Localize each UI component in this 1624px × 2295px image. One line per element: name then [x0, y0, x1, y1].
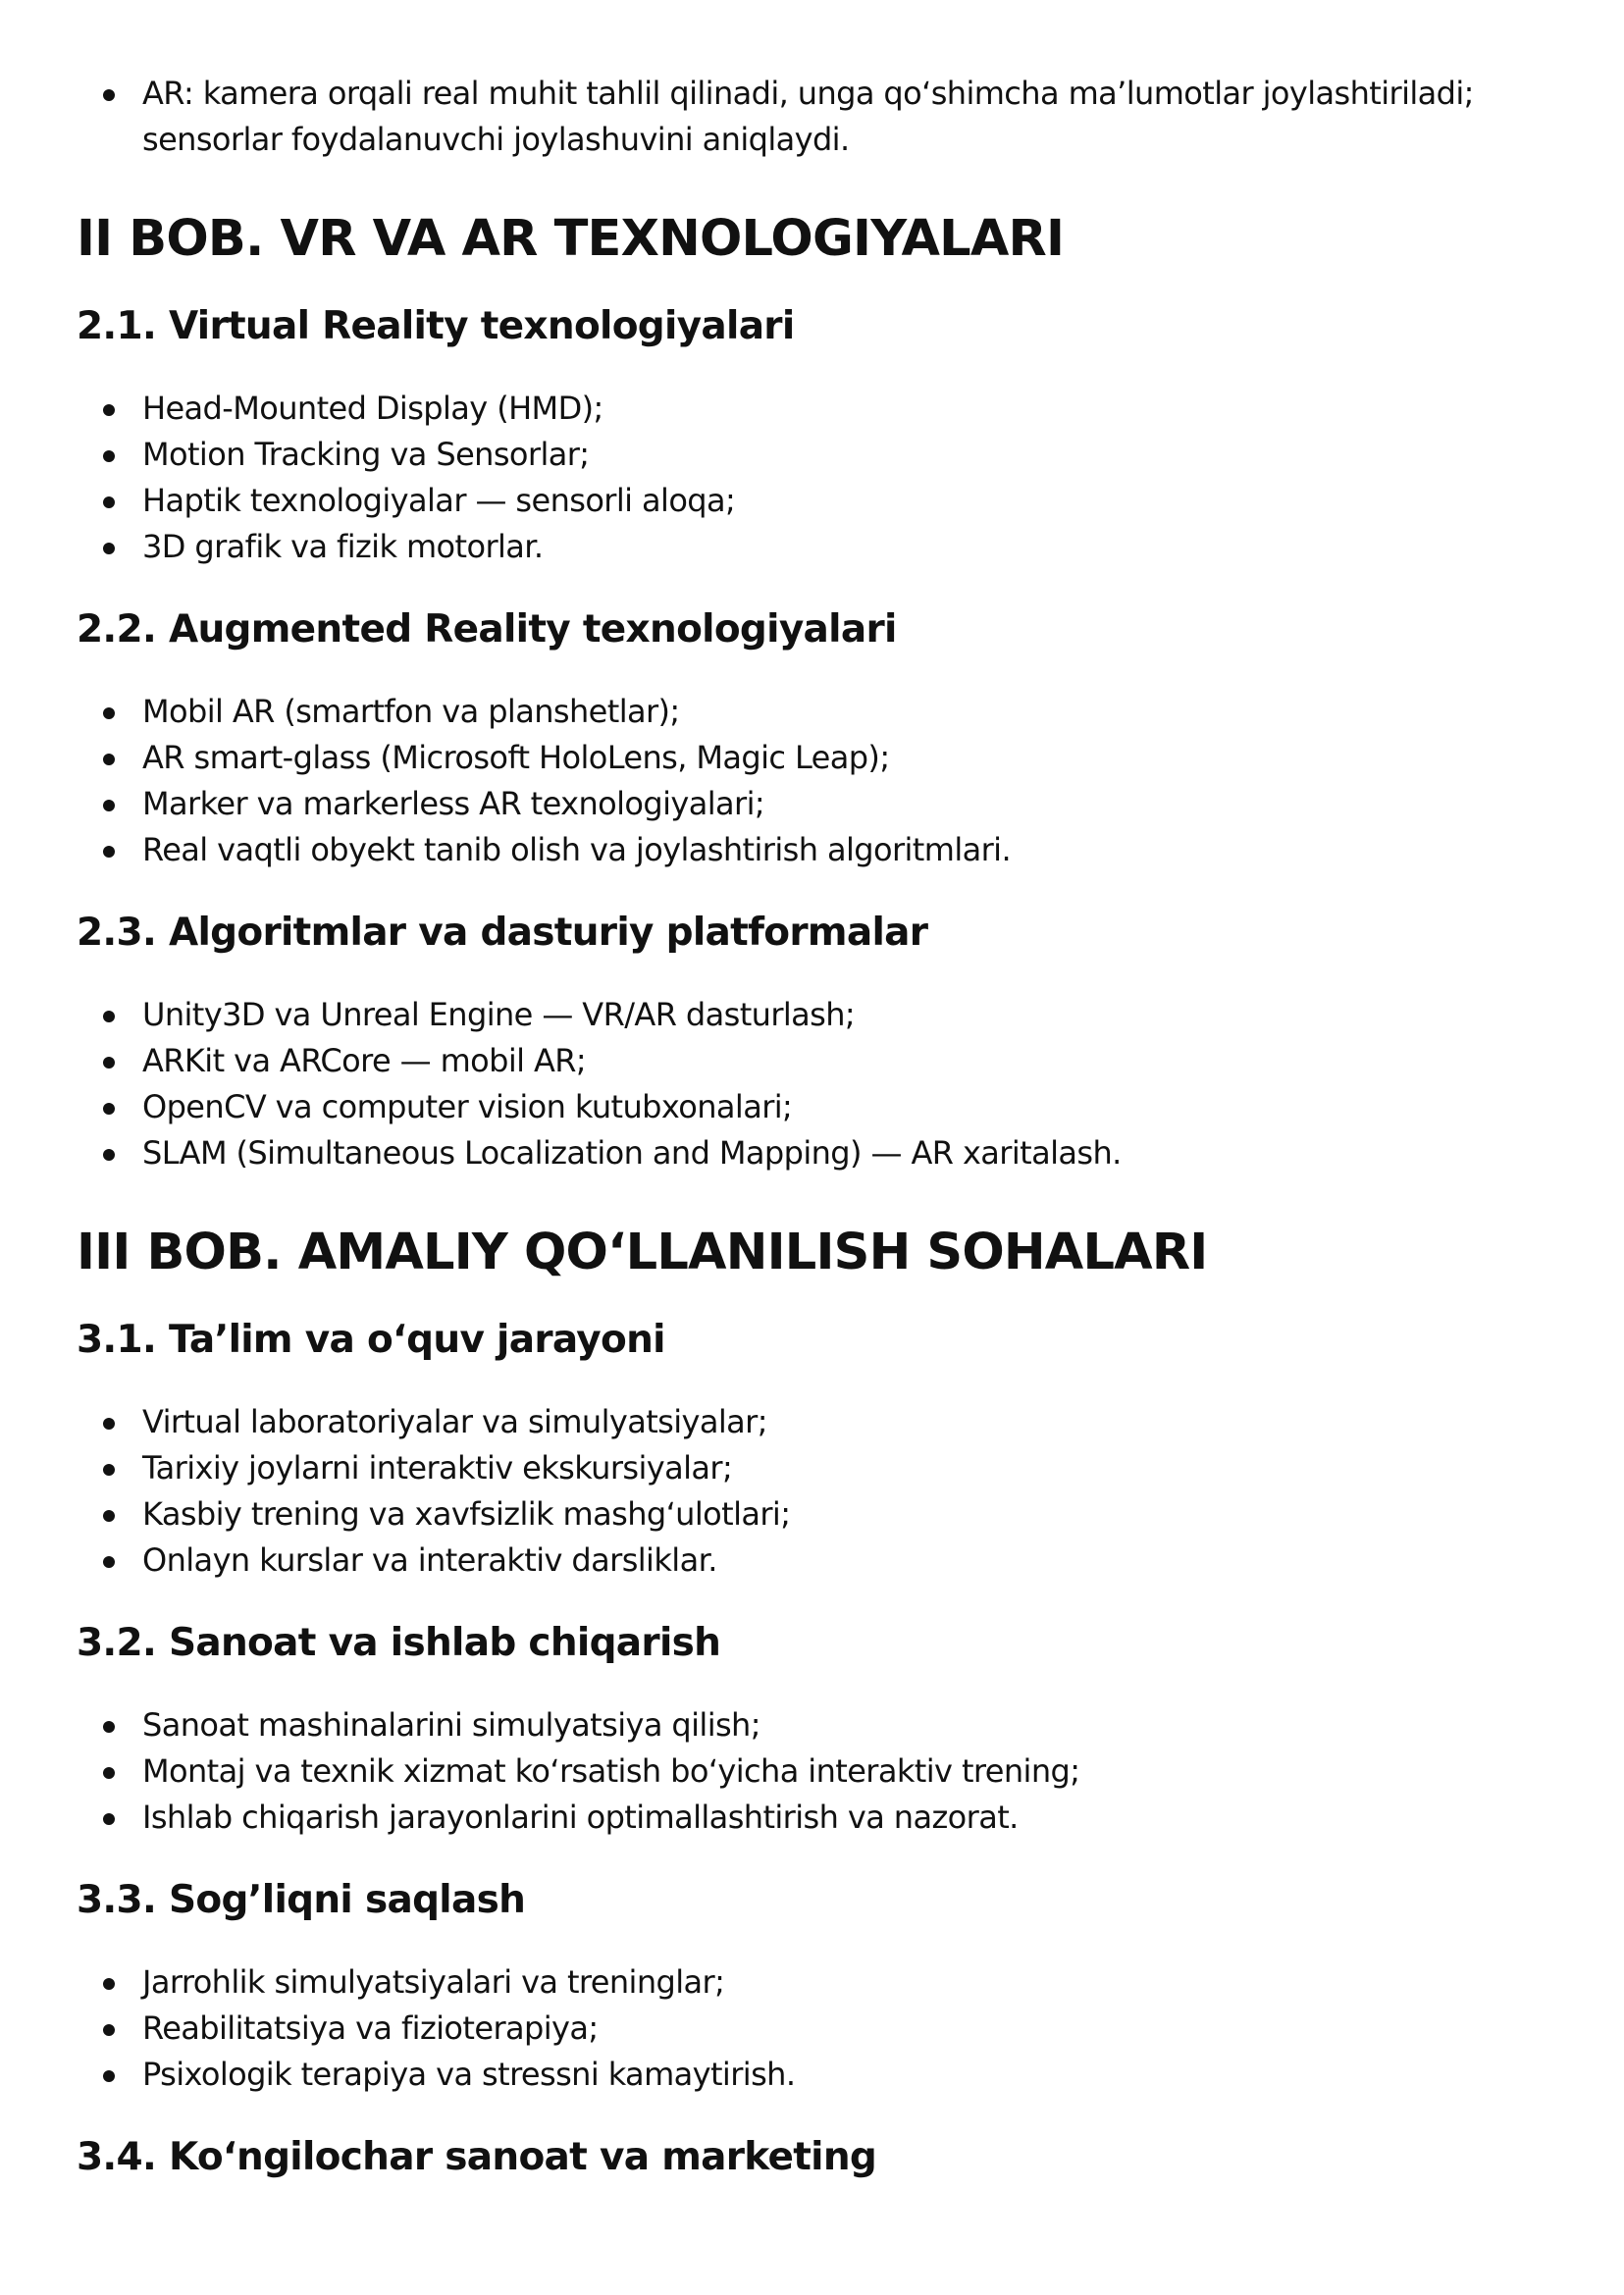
list-item: Haptik texnologiyalar — sensorli aloqa; — [77, 478, 1548, 524]
chapter-title: II BOB. VR VA AR TEXNOLOGIYALARI — [77, 210, 1065, 268]
section-title: 2.3. Algoritmlar va dasturiy platformalar — [77, 911, 928, 955]
section-list — [77, 386, 1548, 570]
list-item: Real vaqtli obyekt tanib olish va joylashtirish algoritmlari. — [77, 827, 1548, 873]
section-list — [77, 992, 1548, 1176]
list-item: Onlayn kurslar va interaktiv darsliklar. — [77, 1538, 1548, 1584]
chapter-title: III BOB. AMALIY QO‘LLANILISH SOHALARI — [77, 1224, 1208, 1281]
document-page — [77, 71, 1548, 2181]
section-list — [77, 1959, 1548, 2098]
list-item: Jarrohlik simulyatsiyalari va treninglar; — [77, 1959, 1548, 2006]
section-list — [77, 1702, 1548, 1841]
list-item: AR smart-glass (Microsoft HoloLens, Magic Leap); — [77, 735, 1548, 781]
list-item: Virtual laboratoriyalar va simulyatsiyalar; — [77, 1399, 1548, 1445]
list-item: SLAM (Simultaneous Localization and Mapping) — AR xaritalash. — [77, 1130, 1548, 1176]
list-item: Kasbiy trening va xavfsizlik mashg‘ulotlari; — [77, 1491, 1548, 1538]
section-list — [77, 689, 1548, 873]
section-title: 2.1. Virtual Reality texnologiyalari — [77, 304, 795, 348]
section-title: 3.1. Ta’lim va o‘quv jarayoni — [77, 1318, 665, 1362]
list-item: AR: kamera orqali real muhit tahlil qilinadi, unga qo‘shimcha ma’lumotlar joylashtiriladi; sensorlar foydalanuvchi joylashuvini aniqlaydi. — [77, 71, 1548, 163]
section-title: 3.2. Sanoat va ishlab chiqarish — [77, 1621, 721, 1665]
list-item: Psixologik terapiya va stressni kamaytirish. — [77, 2052, 1548, 2098]
section-title: 3.3. Sog’liqni saqlash — [77, 1878, 526, 1922]
list-item: ARKit va ARCore — mobil AR; — [77, 1038, 1548, 1084]
list-item: Unity3D va Unreal Engine — VR/AR dasturlash; — [77, 992, 1548, 1038]
list-item: Reabilitatsiya va fizioterapiya; — [77, 2006, 1548, 2052]
list-item: 3D grafik va fizik motorlar. — [77, 524, 1548, 570]
section-list — [77, 1399, 1548, 1584]
list-item: Tarixiy joylarni interaktiv ekskursiyalar; — [77, 1445, 1548, 1491]
section-title: 2.2. Augmented Reality texnologiyalari — [77, 607, 897, 652]
intro-list — [77, 71, 1548, 163]
section-title: 3.4. Ko‘ngilochar sanoat va marketing — [77, 2135, 877, 2179]
list-item: OpenCV va computer vision kutubxonalari; — [77, 1084, 1548, 1130]
list-item: Marker va markerless AR texnologiyalari; — [77, 781, 1548, 827]
list-item: Sanoat mashinalarini simulyatsiya qilish; — [77, 1702, 1548, 1748]
list-item: Mobil AR (smartfon va planshetlar); — [77, 689, 1548, 735]
list-item: Montaj va texnik xizmat ko‘rsatish bo‘yicha interaktiv trening; — [77, 1748, 1548, 1795]
list-item: Ishlab chiqarish jarayonlarini optimallashtirish va nazorat. — [77, 1795, 1548, 1841]
list-item: Motion Tracking va Sensorlar; — [77, 432, 1548, 478]
list-item: Head-Mounted Display (HMD); — [77, 386, 1548, 432]
